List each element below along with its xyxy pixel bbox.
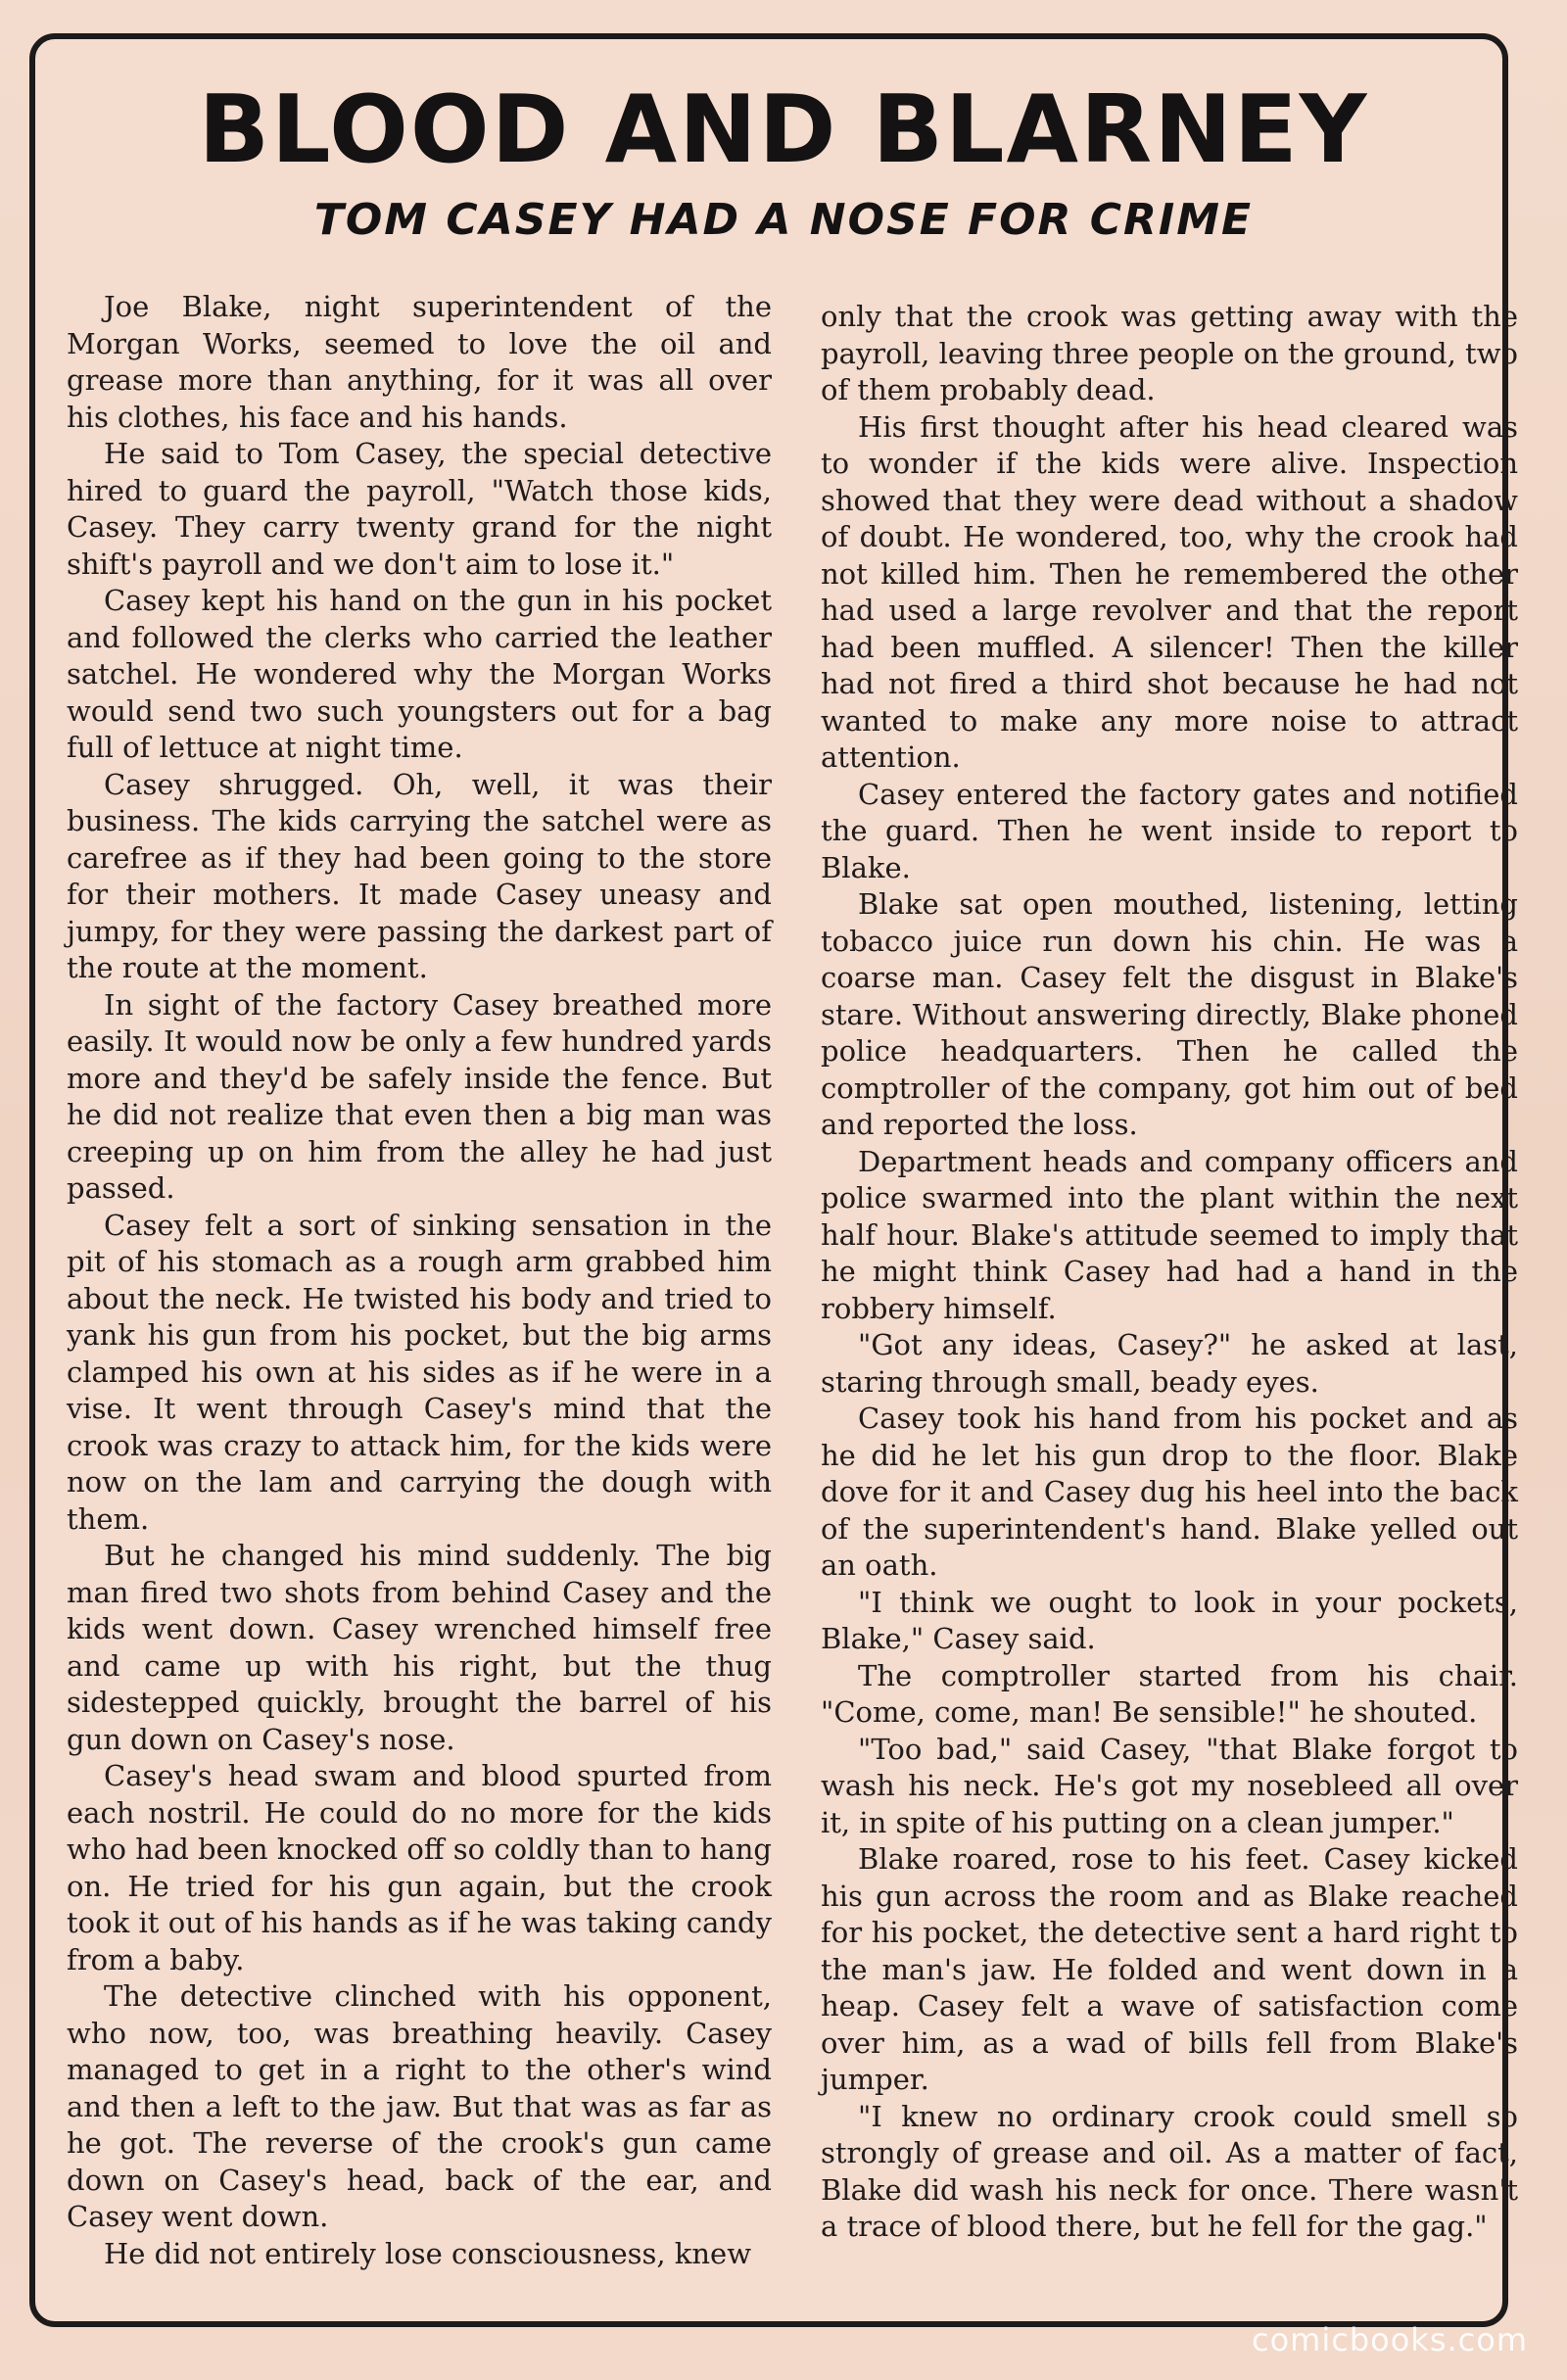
site-watermark: comicbooks.com bbox=[1251, 2321, 1528, 2358]
paragraph: only that the crook was getting away with the payroll, leaving three people on the ground, two of them probably dead. bbox=[821, 300, 1518, 406]
paragraph: Casey shrugged. Oh, well, it was their business. The kids carrying the satchel were as carefree as if they had been going to the store for their mothers. It made Casey uneasy and jumpy, for they were passing the darkest part of the route at the moment. bbox=[67, 767, 772, 984]
paragraph: The comptroller started from his chair. "Come, come, man! Be sensible!" he shouted. bbox=[821, 1658, 1518, 1729]
paragraph: Joe Blake, night superintendent of the Morgan Works, seemed to love the oil and grease more than anything, for it was all over his clothes, his face and his hands. bbox=[67, 290, 772, 434]
paragraph: "Got any ideas, Casey?" he asked at last, staring through small, beady eyes. bbox=[821, 1328, 1518, 1399]
paragraph: "Too bad," said Casey, "that Blake forgot to wash his neck. He's got my nosebleed all over it, in spite of his putting on a clean jumper." bbox=[821, 1732, 1518, 1839]
paragraph: Casey took his hand from his pocket and as he did he let his gun drop to the floor. Blake dove for it and Casey dug his heel into the back of the superintendent's hand. Blake yelled out an oath. bbox=[821, 1402, 1518, 1582]
story-title: BLOOD AND BLARNEY bbox=[198, 76, 1369, 184]
paragraph: "I think we ought to look in your pockets, Blake," Casey said. bbox=[821, 1585, 1518, 1655]
paragraph: His first thought after his head cleared was to wonder if the kids were alive. Inspection showed that they were dead without a shadow of doubt. He wondered, too, why the crook had not killed him. Then he remembered the other had used a large revolver and that the report had been muffled. A silencer! Then the killer had not fired a third shot because he had not wanted to make any more noise to attract attention. bbox=[821, 409, 1518, 774]
left-column bbox=[67, 289, 772, 2272]
paragraph: In sight of the factory Casey breathed more easily. It would now be only a few hundred yards more and they'd be safely inside the fence. But he did not realize that even then a big man was creeping up on him from the alley he had just passed. bbox=[67, 987, 772, 1205]
paragraph: The detective clinched with his opponent, who now, too, was breathing heavily. Casey managed to get in a right to the other's wind and then a left to the jaw. But that was as far as he got. The reverse of the crook's gun came down on Casey's head, back of the ear, and Casey went down. bbox=[67, 1979, 772, 2233]
paragraph: Blake sat open mouthed, listening, letting tobacco juice run down his chin. He was a coarse man. Casey felt the disgust in Blake's stare. Without answering directly, Blake phoned police headquarters. Then he called the comptroller of the company, got him out of bed and reported the loss. bbox=[821, 887, 1518, 1141]
paragraph: Casey kept his hand on the gun in his pocket and followed the clerks who carried the leather satchel. He wondered why the Morgan Works would send two such youngsters out for a bag full of lettuce at night time. bbox=[67, 584, 772, 764]
paragraph: Casey entered the factory gates and notified the guard. Then he went inside to report to Blake. bbox=[821, 777, 1518, 884]
paragraph: Casey felt a sort of sinking sensation in the pit of his stomach as a rough arm grabbed him about the neck. He twisted his body and tried to yank his gun from his pocket, but the big arms clamped his own at his sides as if he were in a vise. It went through Casey's mind that the crook was crazy to attack him, for the kids were now on the lam and carrying the dough with them. bbox=[67, 1208, 772, 1536]
story-subtitle: TOM CASEY HAD A NOSE FOR CRIME bbox=[313, 195, 1254, 245]
right-column bbox=[821, 299, 1518, 2246]
paragraph: He said to Tom Casey, the special detective hired to guard the payroll, "Watch those kids, Casey. They carry twenty grand for the night shift's payroll and we don't aim to lose it." bbox=[67, 437, 772, 581]
paragraph: He did not entirely lose consciousness, knew bbox=[104, 2236, 752, 2270]
paragraph: "I knew no ordinary crook could smell so strongly of grease and oil. As a matter of fact, Blake did wash his neck for once. There wasn't a trace of blood there, but he fell for the gag." bbox=[821, 2099, 1518, 2243]
paragraph: Casey's head swam and blood spurted from each nostril. He could do no more for the kids who had been knocked off so coldly than to hang on. He tried for his gun again, but the crook took it out of his hands as if he was taking candy from a baby. bbox=[67, 1759, 772, 1976]
paragraph: Blake roared, rose to his feet. Casey kicked his gun across the room and as Blake reached for his pocket, the detective sent a hard right to the man's jaw. He folded and went down in a heap. Casey felt a wave of satisfaction come over him, as a wad of bills fell from Blake's jumper. bbox=[821, 1842, 1518, 2096]
paragraph: Department heads and company officers and police swarmed into the plant within the next half hour. Blake's attitude seemed to imply that he might think Casey had had a hand in the robbery himself. bbox=[821, 1144, 1518, 1325]
paragraph: But he changed his mind suddenly. The big man fired two shots from behind Casey and the kids went down. Casey wrenched himself free and came up with his right, but the thug sidestepped quickly, brought the barrel of his gun down on Casey's nose. bbox=[67, 1539, 772, 1756]
